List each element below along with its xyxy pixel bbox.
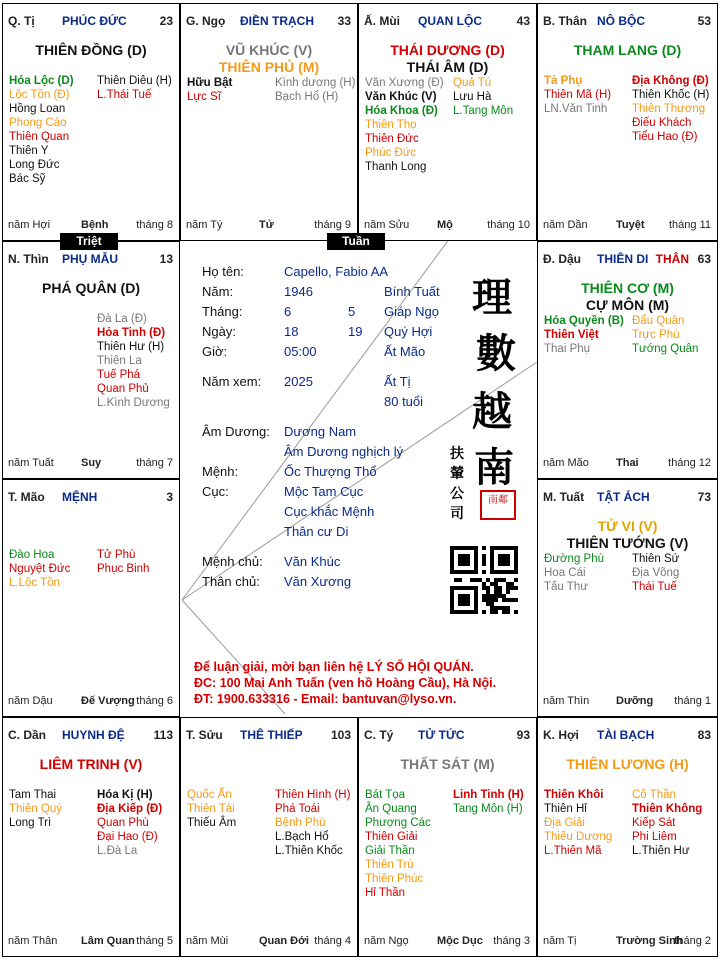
palace-number: 23 [159,14,173,28]
palace-year: năm Mão [543,457,589,469]
minor-stars-right [275,76,355,104]
promo-line-2: ĐC: 100 Mai Anh Tuấn (ven hồ Hoàng Cầu), Hà Nội. [194,676,497,690]
minor-star: L.Kình Dương [97,397,170,409]
palace-position: G. Ngọ [186,14,226,28]
minor-star: Tấu Thư [544,581,588,593]
palace-month: tháng 9 [314,219,351,231]
view-year-label: Năm xem: [202,374,262,389]
minor-star: Tam Thai [9,789,57,801]
minor-star: L.Bạch Hổ [275,831,329,843]
minor-star: Địa Không (Đ) [632,75,709,87]
minor-star: Hữu Bật [187,77,233,89]
major-star: THÁI ÂM (D) [406,59,489,75]
minor-stars-right [97,312,170,410]
view-year-canchi: Ất Tị [384,374,411,389]
minor-star: Kình dương (H) [275,77,356,89]
minor-star: Quốc Ấn [187,789,232,801]
minor-star: Văn Khúc (V) [365,91,437,103]
promo-line-3: ĐT: 1900.633316 - Email: bantuvan@lyso.vn. [194,692,457,706]
minor-star: Bệnh Phù [275,817,326,829]
palace-thin[interactable] [2,241,180,479]
palace-month: tháng 5 [136,935,173,947]
palace-footer [543,457,711,471]
palace-number: 53 [697,14,711,28]
day-label: Ngày: [202,324,236,339]
amduong-value: Dương Nam [284,424,357,439]
calligraphy-char-4: 南 [474,444,514,491]
palace-number: 83 [697,728,711,742]
minor-star: Lưu Hà [453,91,492,103]
palace-name: QUAN LỘC [418,14,482,28]
life-stage: Lâm Quan [81,935,135,947]
palace-header [8,728,173,744]
palace-position: N. Thìn [8,252,49,266]
palace-year: năm Dậu [8,695,53,707]
day-canchi: Quý Hợi [384,324,433,339]
red-seal-stamp: 南鄰 [480,490,516,520]
minor-star: Thiên La [97,355,142,367]
hour-label: Giờ: [202,344,228,359]
minor-star: Cô Thần [632,789,676,801]
palace-footer [364,219,530,233]
promo-line-1: Để luận giải, mời bạn liên hệ LÝ SỐ HỘI QUÁN. [194,660,474,674]
minor-star: Kiếp Sát [632,817,676,829]
tuan-marker: Tuần [327,233,385,250]
palace-month: tháng 8 [136,219,173,231]
palace-number: 73 [697,490,711,504]
month-solar: 6 [284,304,292,319]
palace-month: tháng 7 [136,457,173,469]
minor-star: Thiếu Âm [187,817,237,829]
palace-header [543,490,711,506]
minor-star: Quả Tú [453,77,492,89]
minor-star: Thiên Giải [365,831,418,843]
major-star: THẤT SÁT (M) [400,756,495,772]
major-stars [181,42,357,76]
major-star: THIÊN TƯỚNG (V) [566,535,689,551]
minor-star: Thiên Thọ [365,119,417,131]
minor-star: Thiên Hư (H) [97,341,165,353]
minor-stars-left [544,74,611,116]
minor-star: Nguyệt Đức [9,563,71,575]
minor-star: LN.Văn Tinh [544,103,608,115]
amduong-label: Âm Dương: [202,424,270,439]
minor-star: Thiên Khôi [544,789,604,801]
minor-star: Hồng Loan [9,103,66,115]
minor-star: L.Thiên Mã [544,845,602,857]
than-marker: THÂN [655,252,689,266]
major-stars [538,518,717,552]
major-star: THAM LANG (D) [573,42,682,58]
minor-star: Địa Võng [632,567,680,579]
minor-stars-left [544,314,624,356]
palace-year: năm Mùi [186,935,229,947]
amduong-note: Âm Dương nghịch lý [284,444,404,459]
major-star: THIÊN LƯƠNG (H) [566,756,689,772]
company-char-2: 輦 [450,466,464,482]
palace-footer [8,219,173,233]
minor-star: L.Thái Tuế [97,89,152,101]
minor-star: Hoa Cái [544,567,586,579]
name-value: Capello, Fabio AA [284,264,389,279]
palace-month: tháng 3 [493,935,530,947]
minor-star: Phục Binh [97,563,150,575]
minor-star: Đại Hao (Đ) [97,831,158,843]
palace-header [543,14,711,30]
minor-stars-right [97,74,172,102]
minor-star: Thiên Y [9,145,49,157]
minor-star: Tướng Quân [632,343,699,355]
palace-footer [186,219,351,233]
palace-position: Q. Tị [8,14,35,28]
palace-header [186,728,351,744]
minor-star: Thiên Quan [9,131,70,143]
palace-header [8,14,173,30]
company-char-3: 公 [450,486,464,502]
major-stars [538,42,717,59]
minor-star: Đào Hoa [9,549,55,561]
palace-month: tháng 4 [314,935,351,947]
minor-star: Hỉ Thần [365,887,406,899]
minor-star: Ân Quang [365,803,417,815]
major-stars [538,280,717,314]
name-label: Họ tên: [202,264,244,279]
minor-star: Bác Sỹ [9,173,46,185]
palace-ty[interactable] [2,3,180,241]
palace-month: tháng 11 [668,219,711,231]
palace-position: B. Thân [543,14,587,28]
palace-number: 113 [153,728,173,742]
month-lunar: 5 [348,304,356,319]
palace-footer [543,219,711,233]
minor-star: Thiên Trù [365,859,414,871]
life-stage: Quan Đới [259,935,309,947]
minor-star: Thiên Hình (H) [275,789,351,801]
minor-stars-right [275,788,350,858]
palace-position: Đ. Dậu [543,252,582,266]
minor-star: Thiên Đức [365,133,419,145]
minor-star: Thiên Tài [187,803,235,815]
hour-value: 05:00 [284,344,317,359]
triet-marker: Triệt [60,233,118,250]
palace-header [8,490,173,506]
minor-star: Bạch Hổ (H) [275,91,339,103]
palace-footer [364,935,530,949]
palace-name: THÊ THIẾP [240,728,303,742]
major-stars [538,756,717,773]
minor-stars-left [187,788,236,830]
minor-star: Tả Phụ [544,75,583,87]
minor-star: Đường Phù [544,553,604,565]
minor-star: Long Đức [9,159,60,171]
palace-number: 63 [697,252,711,266]
palace-name: ĐIỀN TRẠCH [240,14,314,28]
minor-star: Địa Kiếp (Đ) [97,803,163,815]
palace-footer [186,935,351,949]
palace-tuat[interactable] [537,479,718,717]
calligraphy-char-1: 理 [472,274,512,321]
major-stars [3,280,179,297]
minor-star: Tử Phù [97,549,136,561]
minor-stars-right [97,788,162,858]
than-position: Thân cư Di [284,524,349,539]
major-star: PHÁ QUÂN (D) [42,280,140,296]
hour-canchi: Ất Mão [384,344,426,359]
minor-star: Thiên Diêu (H) [97,75,172,87]
palace-footer [8,695,173,709]
major-star: THIÊN PHỦ (M) [218,59,320,75]
palace-name: TẬT ÁCH [597,490,650,504]
minor-star: Thiên Thương [632,103,706,115]
cuc-label: Cục: [202,484,229,499]
life-stage: Bệnh [81,219,109,231]
palace-number: 93 [516,728,530,742]
minor-star: Thiên Quý [9,803,63,815]
minor-star: Trực Phù [632,329,680,341]
life-stage: Thai [616,457,639,469]
cuc-value: Mộc Tam Cục [284,484,364,499]
major-star: THIÊN CƠ (M) [581,280,674,296]
major-star: LIÊM TRINH (V) [39,756,143,772]
palace-year: năm Sửu [364,219,410,231]
life-stage: Mộc Dục [437,935,483,947]
minor-star: Thiên Không [632,803,703,815]
palace-number: 103 [330,728,351,742]
palace-month: tháng 2 [674,935,711,947]
minor-stars-right [97,548,149,576]
palace-mao[interactable] [2,479,180,717]
minor-star: Phi Liêm [632,831,677,843]
palace-footer [8,935,173,949]
center-info-panel [180,238,537,714]
minor-star: Tiểu Hao (Đ) [632,131,698,143]
company-char-4: 司 [450,506,464,522]
minor-stars-right [632,788,702,858]
minor-star: Hóa Khoa (Đ) [365,105,438,117]
minor-star: Hóa Lộc (D) [9,75,74,87]
palace-name: PHÚC ĐỨC [62,14,127,28]
minor-star: Lực Sĩ [187,91,221,103]
palace-month: tháng 6 [136,695,173,707]
minor-star: Phúc Đức [365,147,417,159]
minor-star: Tang Môn (H) [453,803,523,815]
minor-star: Đẩu Quân [632,315,685,327]
palace-ty2[interactable] [358,717,537,957]
major-star: TỬ VI (V) [597,518,658,534]
palace-footer [543,935,711,949]
minor-stars-right [632,314,698,356]
calligraphy-char-3: 越 [472,388,512,435]
palace-position: M. Tuất [543,490,585,504]
major-stars [3,756,179,773]
palace-mui[interactable] [358,3,537,241]
palace-than[interactable] [537,3,718,241]
minor-star: Thiên Việt [544,329,599,341]
minor-star: Linh Tinh (H) [453,789,524,801]
palace-year: năm Thân [8,935,58,947]
palace-year: năm Tị [543,935,577,947]
palace-year: năm Dần [543,219,588,231]
palace-position: K. Hợi [543,728,579,742]
palace-header [186,14,351,30]
palace-header [364,14,530,30]
palace-header [543,252,711,268]
minor-stars-left [365,788,431,900]
life-stage: Tử [259,219,274,231]
life-stage: Mộ [437,219,453,231]
life-stage: Dưỡng [616,695,654,707]
cuc-relation: Cục khắc Mệnh [284,504,375,519]
age-value: 80 tuổi [384,394,424,409]
palace-month: tháng 1 [674,695,711,707]
palace-number: 43 [516,14,530,28]
minor-star: L.Thiên Hư [632,845,690,857]
minor-stars-left [365,76,444,174]
major-stars [359,756,536,773]
month-canchi: Giáp Ngọ [384,304,439,319]
minor-star: L.Lộc Tồn [9,577,60,589]
calligraphy-char-2: 數 [476,330,516,377]
palace-name: THIÊN DI [597,252,649,266]
palace-year: năm Tuất [8,457,54,469]
minor-stars-right [632,74,709,144]
major-star: THIÊN ĐỒNG (D) [35,42,147,58]
palace-month: tháng 10 [487,219,530,231]
palace-suu[interactable] [180,717,358,957]
palace-dan[interactable] [2,717,180,957]
minor-stars-right [632,552,679,594]
palace-name: NÔ BỘC [597,14,645,28]
minor-star: Thiên Mã (H) [544,89,612,101]
minor-star: Hỏa Tinh (Đ) [97,327,166,339]
day-solar: 18 [284,324,299,339]
view-year-value: 2025 [284,374,313,389]
palace-header [543,728,711,744]
palace-footer [8,457,173,471]
palace-year: năm Tý [186,219,223,231]
minor-star: Phá Toái [275,803,320,815]
palace-position: C. Tý [364,728,394,742]
palace-number: 13 [159,252,173,266]
major-stars [3,42,179,59]
minor-stars-left [9,548,70,590]
minor-star: L.Đà La [97,845,138,857]
life-stage: Trường Sinh [616,935,683,947]
major-star: VŨ KHÚC (V) [225,42,313,58]
minor-star: Thanh Long [365,161,427,173]
minor-star: Văn Xương (Đ) [365,77,444,89]
palace-number: 33 [337,14,351,28]
minor-star: Lộc Tồn (Đ) [9,89,70,101]
minor-star: Long Trì [9,817,52,829]
palace-dau[interactable] [537,241,718,479]
minor-star: L.Thiên Khốc [275,845,343,857]
minor-stars-left [544,788,612,858]
minor-star: Giải Thần [365,845,415,857]
palace-position: T. Sửu [186,728,223,742]
major-star: THÁI DƯƠNG (D) [390,42,505,58]
minor-star: Tuế Phá [97,369,141,381]
palace-position: Ấ. Mùi [364,14,400,28]
day-lunar: 19 [348,324,363,339]
minor-star: Thiên Phúc [365,873,424,885]
menhchu-label: Mệnh chủ: [202,554,263,569]
menhchu-value: Văn Khúc [284,554,341,569]
life-stage: Đế Vượng [81,695,135,707]
palace-hoi[interactable] [537,717,718,957]
minor-star: Hóa Quyền (B) [544,315,624,327]
year-label: Năm: [202,284,234,299]
palace-position: C. Dần [8,728,47,742]
palace-number: 3 [166,490,173,504]
life-stage: Suy [81,457,102,469]
palace-name: HUYNH ĐỆ [62,728,125,742]
minor-stars-left [187,76,232,104]
minor-stars-left [544,552,604,594]
minor-star: Thái Tuế [632,581,677,593]
major-star: CỰ MÔN (M) [585,297,670,313]
minor-star: Quan Phù [97,817,149,829]
menh-label: Mệnh: [202,464,239,479]
minor-star: Bát Tọa [365,789,406,801]
palace-footer [543,695,711,709]
minor-star: L.Tang Môn [453,105,514,117]
thanchu-value: Văn Xương [284,574,352,589]
minor-star: Thiên Sứ [632,553,680,565]
palace-name: TỬ TỨC [418,728,465,742]
minor-stars-left [9,74,74,186]
year-canchi: Bính Tuất [384,284,440,299]
palace-year: năm Hợi [8,219,51,231]
minor-star: Thiên Khốc (H) [632,89,710,101]
palace-header [364,728,530,744]
minor-star: Phượng Các [365,817,431,829]
minor-stars-right [453,788,524,816]
minor-star: Phong Cáo [9,117,67,129]
palace-year: năm Ngọ [364,935,409,947]
palace-month: tháng 12 [668,457,711,469]
minor-star: Điếu Khách [632,117,692,129]
minor-star: Hóa Kị (H) [97,789,153,801]
palace-year: năm Thìn [543,695,590,707]
palace-ngo[interactable] [180,3,358,241]
company-char-1: 扶 [450,446,464,462]
life-stage: Tuyệt [616,219,645,231]
minor-star: Thiếu Dương [544,831,613,843]
qr-code[interactable] [450,546,518,614]
minor-star: Địa Giải [544,817,585,829]
palace-name: TÀI BẠCH [597,728,655,742]
year-value: 1946 [284,284,313,299]
palace-name: MỆNH [62,490,98,504]
palace-header [8,252,173,268]
minor-stars-right [453,76,513,118]
major-stars [359,42,536,76]
minor-star: Thiên Hỉ [544,803,587,815]
palace-name: PHỤ MẪU [62,252,118,266]
minor-star: Đà La (Đ) [97,313,147,325]
palace-position: T. Mão [8,490,45,504]
minor-stars-left [9,788,62,830]
thanchu-label: Thân chủ: [202,574,260,589]
minor-star: Thai Phụ [544,343,591,355]
menh-value: Ốc Thượng Thổ [284,464,377,479]
month-label: Tháng: [202,304,243,319]
minor-star: Quan Phủ [97,383,149,395]
